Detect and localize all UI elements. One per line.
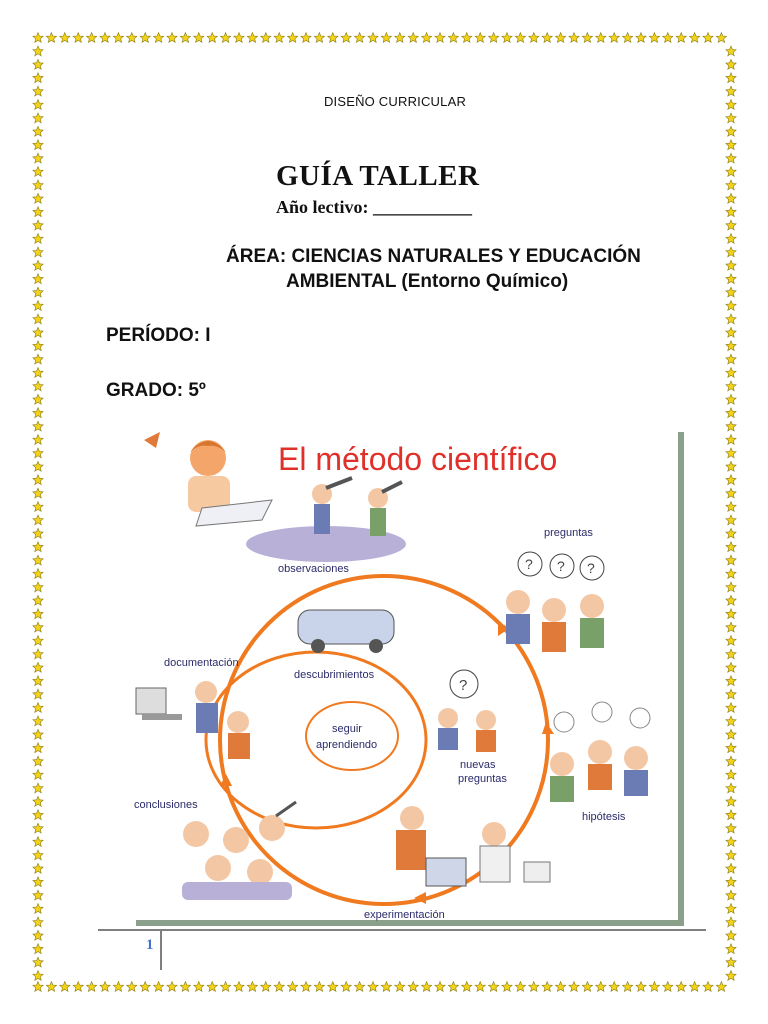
star-icon — [462, 982, 472, 992]
illustration-title: El método científico — [278, 441, 558, 477]
star-icon — [726, 354, 736, 364]
star-icon — [726, 408, 736, 418]
star-icon — [60, 982, 70, 992]
star-icon — [726, 394, 736, 404]
star-icon — [33, 301, 43, 311]
star-icon — [408, 33, 418, 43]
star-icon — [73, 982, 83, 992]
step-hipotesis: hipótesis — [582, 811, 626, 823]
star-icon — [234, 33, 244, 43]
star-icon — [726, 73, 736, 83]
star-icon — [33, 207, 43, 217]
star-icon — [33, 234, 43, 244]
star-icon — [663, 982, 673, 992]
star-icon — [33, 930, 43, 940]
star-icon — [33, 971, 43, 981]
step-nuevas-preguntas: preguntas — [458, 773, 507, 785]
star-icon — [726, 944, 736, 954]
star-icon — [87, 982, 97, 992]
star-icon — [33, 609, 43, 619]
star-icon — [261, 982, 271, 992]
star-icon — [33, 314, 43, 324]
step-descubrimientos: descubrimientos — [294, 669, 375, 681]
star-icon — [100, 982, 110, 992]
star-icon — [261, 33, 271, 43]
star-icon — [726, 582, 736, 592]
star-icon — [247, 982, 257, 992]
star-icon — [33, 59, 43, 69]
star-icon — [726, 234, 736, 244]
star-icon — [596, 982, 606, 992]
star-icon — [33, 863, 43, 873]
star-icon — [726, 59, 736, 69]
star-icon — [33, 153, 43, 163]
star-icon — [475, 982, 485, 992]
star-icon — [221, 33, 231, 43]
star-icon — [726, 274, 736, 284]
star-icon — [341, 982, 351, 992]
star-icon — [435, 982, 445, 992]
star-icon — [726, 327, 736, 337]
svg-text:?: ? — [459, 677, 468, 694]
star-icon — [234, 982, 244, 992]
star-icon — [448, 982, 458, 992]
star-icon — [247, 33, 257, 43]
star-icon — [33, 448, 43, 458]
star-icon — [623, 33, 633, 43]
star-icon — [462, 33, 472, 43]
star-icon — [716, 982, 726, 992]
star-icon — [649, 982, 659, 992]
star-icon — [726, 689, 736, 699]
star-icon — [726, 515, 736, 525]
star-icon — [726, 301, 736, 311]
star-icon — [726, 904, 736, 914]
star-icon — [726, 153, 736, 163]
star-icon — [341, 33, 351, 43]
star-icon — [73, 33, 83, 43]
star-icon — [726, 368, 736, 378]
star-icon — [726, 569, 736, 579]
star-icon — [33, 341, 43, 351]
star-icon — [726, 46, 736, 56]
star-icon — [140, 33, 150, 43]
star-icon — [33, 327, 43, 337]
star-icon — [207, 982, 217, 992]
star-icon — [582, 982, 592, 992]
star-icon — [726, 783, 736, 793]
star-icon — [726, 796, 736, 806]
area-line-1: ÁREA: CIENCIAS NATURALES Y EDUCACIÓN — [226, 246, 641, 267]
star-icon — [556, 982, 566, 992]
star-icon — [726, 220, 736, 230]
star-icon — [726, 140, 736, 150]
star-icon — [726, 863, 736, 873]
star-icon — [690, 33, 700, 43]
star-icon — [726, 448, 736, 458]
star-icon — [556, 33, 566, 43]
star-icon — [33, 756, 43, 766]
star-icon — [194, 982, 204, 992]
school-year-field: Año lectivo: ___________ — [276, 197, 472, 217]
star-icon — [636, 33, 646, 43]
star-icon — [33, 180, 43, 190]
center-label-aprendiendo: aprendiendo — [316, 739, 378, 751]
star-icon — [489, 982, 499, 992]
svg-text:?: ? — [525, 556, 533, 572]
star-icon — [716, 33, 726, 43]
period-label: PERÍODO: I — [106, 325, 211, 346]
star-icon — [140, 982, 150, 992]
step-preguntas: preguntas — [544, 527, 593, 539]
star-icon — [726, 770, 736, 780]
star-icon — [33, 287, 43, 297]
star-icon — [502, 982, 512, 992]
star-icon — [33, 502, 43, 512]
star-icon — [569, 982, 579, 992]
star-icon — [33, 167, 43, 177]
star-icon — [274, 982, 284, 992]
star-icon — [33, 904, 43, 914]
star-icon — [726, 930, 736, 940]
star-icon — [726, 421, 736, 431]
star-icon — [33, 408, 43, 418]
step-documentacion: documentación — [164, 657, 239, 669]
star-icon — [542, 33, 552, 43]
star-icon — [127, 33, 137, 43]
star-icon — [33, 729, 43, 739]
star-icon — [726, 341, 736, 351]
star-icon — [489, 33, 499, 43]
star-icon — [33, 528, 43, 538]
star-icon — [726, 716, 736, 726]
star-icon — [726, 649, 736, 659]
star-icon — [726, 542, 736, 552]
star-icon — [33, 957, 43, 967]
star-icon — [368, 33, 378, 43]
star-icon — [609, 33, 619, 43]
star-icon — [274, 33, 284, 43]
star-icon — [33, 595, 43, 605]
star-icon — [726, 756, 736, 766]
star-icon — [596, 33, 606, 43]
star-icon — [33, 394, 43, 404]
star-icon — [726, 662, 736, 672]
star-icon — [33, 193, 43, 203]
star-icon — [726, 837, 736, 847]
step-experimentacion: experimentación — [364, 909, 445, 921]
star-icon — [33, 542, 43, 552]
star-icon — [726, 247, 736, 257]
star-icon — [60, 33, 70, 43]
star-icon — [649, 33, 659, 43]
star-icon — [726, 729, 736, 739]
star-icon — [33, 810, 43, 820]
star-icon — [515, 982, 525, 992]
footer-separator — [160, 930, 162, 970]
star-icon — [33, 126, 43, 136]
star-icon — [435, 33, 445, 43]
star-icon — [726, 113, 736, 123]
star-icon — [33, 435, 43, 445]
star-icon — [355, 33, 365, 43]
star-icon — [726, 609, 736, 619]
area-line-2: AMBIENTAL (Entorno Químico) — [286, 271, 569, 292]
star-icon — [33, 770, 43, 780]
star-icon — [726, 126, 736, 136]
star-icon — [33, 850, 43, 860]
star-icon — [726, 167, 736, 177]
svg-text:?: ? — [557, 558, 565, 574]
step-nuevas: nuevas — [460, 759, 496, 771]
star-icon — [475, 33, 485, 43]
star-icon — [663, 33, 673, 43]
star-icon — [33, 716, 43, 726]
star-icon — [33, 421, 43, 431]
star-icon — [33, 46, 43, 56]
star-icon — [703, 33, 713, 43]
star-icon — [502, 33, 512, 43]
star-icon — [33, 354, 43, 364]
star-icon — [381, 33, 391, 43]
star-icon — [33, 622, 43, 632]
star-icon — [33, 475, 43, 485]
star-icon — [33, 260, 43, 270]
star-icon — [33, 917, 43, 927]
star-icon — [623, 982, 633, 992]
star-icon — [167, 982, 177, 992]
star-icon — [726, 823, 736, 833]
star-icon — [33, 33, 43, 43]
star-icon — [33, 381, 43, 391]
star-icon — [726, 314, 736, 324]
star-icon — [33, 944, 43, 954]
star-icon — [726, 703, 736, 713]
star-icon — [33, 703, 43, 713]
svg-text:?: ? — [587, 560, 595, 576]
star-icon — [448, 33, 458, 43]
star-icon — [726, 636, 736, 646]
star-icon — [33, 796, 43, 806]
star-icon — [221, 982, 231, 992]
step-observaciones: observaciones — [278, 563, 349, 575]
scientific-method-illustration — [126, 422, 686, 928]
star-icon — [33, 823, 43, 833]
star-icon — [726, 207, 736, 217]
star-icon — [113, 33, 123, 43]
header-label: DISEÑO CURRICULAR — [323, 94, 467, 109]
star-icon — [33, 676, 43, 686]
star-icon — [33, 582, 43, 592]
star-icon — [33, 488, 43, 498]
star-icon — [726, 528, 736, 538]
page-number: 1 — [146, 937, 154, 953]
star-icon — [726, 850, 736, 860]
star-icon — [726, 890, 736, 900]
star-icon — [33, 73, 43, 83]
star-icon — [542, 982, 552, 992]
star-icon — [726, 180, 736, 190]
star-icon — [33, 247, 43, 257]
step-conclusiones: conclusiones — [134, 799, 198, 811]
star-icon — [33, 689, 43, 699]
star-icon — [301, 33, 311, 43]
star-icon — [33, 662, 43, 672]
star-icon — [33, 140, 43, 150]
star-icon — [726, 676, 736, 686]
star-icon — [87, 33, 97, 43]
star-icon — [301, 982, 311, 992]
star-icon — [46, 33, 56, 43]
star-icon — [726, 502, 736, 512]
star-icon — [180, 33, 190, 43]
footer-rule — [98, 929, 706, 931]
star-icon — [726, 917, 736, 927]
star-icon — [33, 982, 43, 992]
star-icon — [207, 33, 217, 43]
star-icon — [529, 982, 539, 992]
star-icon — [395, 33, 405, 43]
star-icon — [726, 810, 736, 820]
star-icon — [726, 435, 736, 445]
center-label-seguir: seguir — [332, 723, 362, 735]
star-icon — [395, 982, 405, 992]
star-icon — [726, 475, 736, 485]
star-icon — [33, 274, 43, 284]
star-icon — [33, 837, 43, 847]
star-icon — [676, 982, 686, 992]
star-icon — [127, 982, 137, 992]
star-icon — [726, 877, 736, 887]
star-icon — [33, 569, 43, 579]
star-icon — [288, 33, 298, 43]
frame-shadow-right — [678, 432, 684, 926]
star-icon — [33, 636, 43, 646]
star-icon — [703, 982, 713, 992]
star-icon — [726, 260, 736, 270]
star-icon — [33, 649, 43, 659]
star-icon — [381, 982, 391, 992]
star-icon — [726, 461, 736, 471]
star-icon — [194, 33, 204, 43]
star-icon — [515, 33, 525, 43]
star-icon — [100, 33, 110, 43]
star-icon — [636, 982, 646, 992]
star-icon — [368, 982, 378, 992]
star-icon — [328, 982, 338, 992]
star-icon — [422, 982, 432, 992]
star-icon — [726, 488, 736, 498]
star-icon — [46, 982, 56, 992]
star-icon — [167, 33, 177, 43]
star-icon — [328, 33, 338, 43]
star-icon — [33, 877, 43, 887]
star-icon — [33, 515, 43, 525]
star-icon — [676, 33, 686, 43]
document-title: GUÍA TALLER — [276, 160, 480, 192]
star-icon — [726, 381, 736, 391]
star-icon — [33, 555, 43, 565]
star-icon — [726, 743, 736, 753]
star-icon — [33, 890, 43, 900]
star-icon — [726, 555, 736, 565]
star-icon — [154, 33, 164, 43]
star-icon — [33, 461, 43, 471]
star-icon — [33, 220, 43, 230]
star-icon — [314, 33, 324, 43]
star-icon — [113, 982, 123, 992]
star-icon — [690, 982, 700, 992]
star-icon — [33, 113, 43, 123]
star-icon — [314, 982, 324, 992]
star-icon — [609, 982, 619, 992]
star-icon — [33, 743, 43, 753]
star-icon — [422, 33, 432, 43]
star-icon — [726, 193, 736, 203]
star-icon — [529, 33, 539, 43]
star-icon — [288, 982, 298, 992]
star-icon — [582, 33, 592, 43]
star-icon — [726, 287, 736, 297]
star-icon — [180, 982, 190, 992]
star-icon — [726, 971, 736, 981]
star-icon — [726, 957, 736, 967]
star-icon — [355, 982, 365, 992]
grade-label: GRADO: 5º — [106, 380, 206, 401]
star-icon — [569, 33, 579, 43]
star-icon — [726, 622, 736, 632]
star-icon — [33, 368, 43, 378]
star-icon — [408, 982, 418, 992]
star-icon — [154, 982, 164, 992]
star-icon — [33, 783, 43, 793]
star-icon — [726, 595, 736, 605]
